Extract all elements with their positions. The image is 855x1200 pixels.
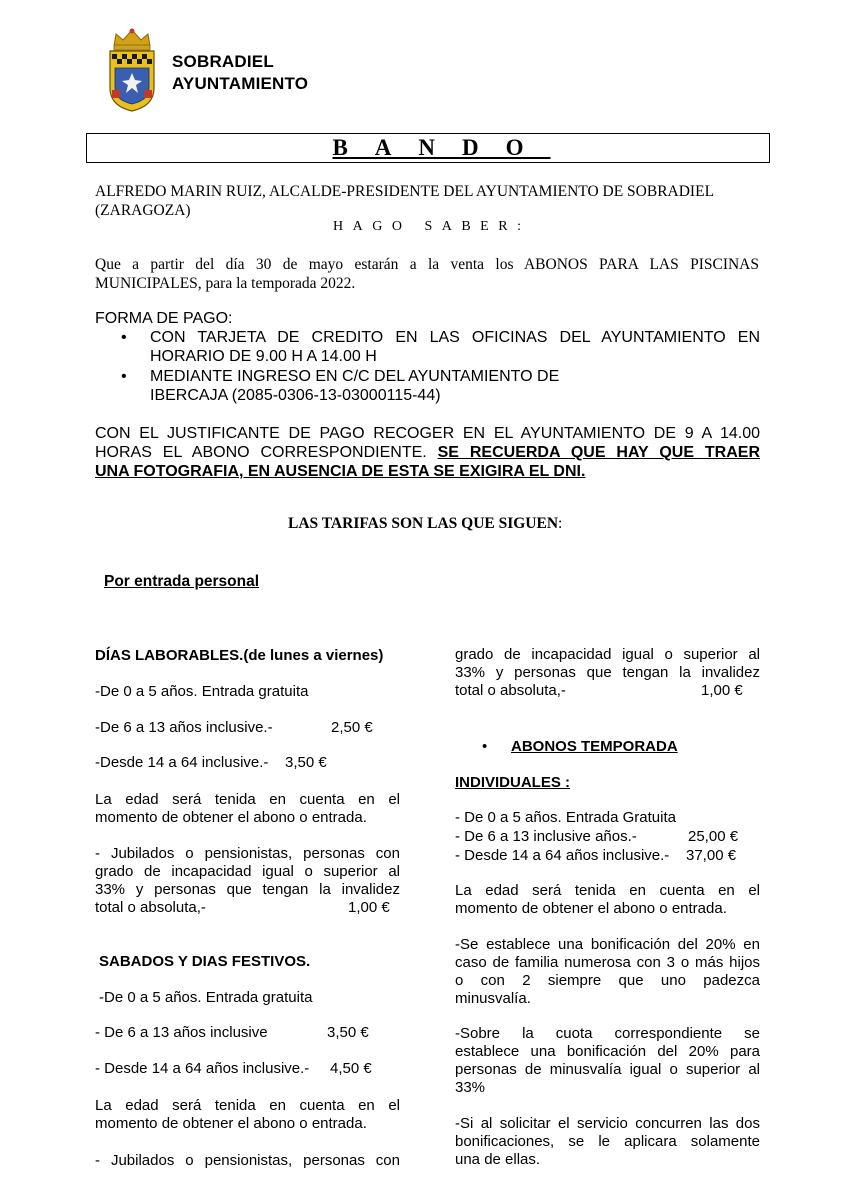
age-note-line2: momento de obtener el abono o entrada.: [95, 809, 367, 826]
intro-text-line2: MUNICIPALES, para la temporada 2022.: [95, 275, 356, 292]
individual-price-6-13: 25,00 €: [688, 828, 739, 845]
page-title: BANDO: [332, 135, 551, 160]
retired-cont-line2: 33% y personas que tengan la invalidez: [455, 664, 760, 681]
bonus-combined-line1: -Si al solicitar el servicio concurren las dos: [455, 1115, 760, 1132]
age-note-line1: La edad será tenida en cuenta en el: [95, 791, 400, 808]
coat-of-arms-icon: [106, 26, 158, 112]
bullet-icon: •: [121, 329, 127, 346]
retired-cont-line3: total o absoluta,-: [455, 682, 566, 699]
mayor-location: (ZARAGOZA): [95, 202, 191, 219]
weekday-row-14-64: -Desde 14 a 64 inclusive.-: [95, 754, 269, 771]
retired-cont-line1: grado de incapacidad igual o superior al: [455, 646, 760, 663]
bonus-combined-line2: bonificaciones, se le aplicara solamente: [455, 1133, 760, 1150]
mayor-line: ALFREDO MARIN RUIZ, ALCALDE-PRESIDENTE DEL AYUNTAMIENTO DE SOBRADIEL: [95, 183, 715, 200]
season-heading: ABONOS TEMPORADA: [511, 738, 678, 755]
bonus-disability-line1: -Sobre la cuota correspondiente se: [455, 1025, 760, 1042]
intro-text-line1: Que a partir del día 30 de mayo estarán a la venta los ABONOS PARA LAS PISCINAS: [95, 256, 759, 273]
per-entry-heading: Por entrada personal: [104, 573, 260, 590]
retired-cont-price: 1,00 €: [701, 682, 743, 699]
weekdays-heading: DÍAS LABORABLES.(de lunes a viernes): [95, 647, 384, 664]
bonus-large-family-line2: caso de familia numerosa con 3 o más hijos: [455, 954, 760, 971]
weekend-row-6-13: - De 6 a 13 años inclusive: [95, 1024, 268, 1041]
weekend-price-14-64: 4,50 €: [330, 1060, 372, 1077]
bullet-icon: •: [121, 368, 127, 385]
payment-heading: FORMA DE PAGO:: [95, 310, 233, 327]
individual-row-6-13: - De 6 a 13 inclusive años.-: [455, 828, 637, 845]
retired-line1: - Jubilados o pensionistas, personas con: [95, 845, 400, 862]
title-box: [86, 133, 770, 163]
tariffs-heading-colon: :: [558, 515, 563, 532]
payment-item-card-line2: HORARIO DE 9.00 H A 14.00 H: [150, 348, 377, 365]
tariffs-heading-text: LAS TARIFAS SON LAS QUE SIGUEN: [288, 515, 559, 532]
individual-price-14-64: 37,00 €: [686, 847, 737, 864]
bullet-icon: •: [482, 738, 488, 755]
individual-row-0-5: - De 0 a 5 años. Entrada Gratuita: [455, 809, 676, 826]
payment-item-transfer-line1: MEDIANTE INGRESO EN C/C DEL AYUNTAMIENTO DE: [150, 368, 560, 385]
pickup-text-line1: CON EL JUSTIFICANTE DE PAGO RECOGER EN EL AYUNTAMIENTO DE 9 A 14.00: [95, 425, 760, 442]
org-name: SOBRADIEL: [172, 52, 274, 71]
weekday-row-6-13: -De 6 a 13 años inclusive.-: [95, 719, 273, 736]
weekday-price-6-13: 2,50 €: [331, 719, 373, 736]
retired-line4: total o absoluta,-: [95, 899, 206, 916]
retired2-line1: - Jubilados o pensionistas, personas con: [95, 1152, 400, 1169]
age-note2-line2: momento de obtener el abono o entrada.: [95, 1115, 367, 1132]
bonus-combined-line3: una de ellas.: [455, 1151, 541, 1168]
weekday-price-14-64: 3,50 €: [285, 754, 327, 771]
bonus-large-family-line3: o con 2 siempre que uno padezca: [455, 972, 760, 989]
hago-saber-heading: HAGO SABER:: [333, 219, 531, 234]
individual-row-14-64: - Desde 14 a 64 años inclusive.-: [455, 847, 670, 864]
pickup-emphasis-line3: UNA FOTOGRAFIA, EN AUSENCIA DE ESTA SE EXIGIRA EL DNI.: [95, 463, 586, 480]
weekend-price-6-13: 3,50 €: [327, 1024, 369, 1041]
bonus-large-family-line1: -Se establece una bonificación del 20% en: [455, 936, 760, 953]
payment-item-transfer-line2: IBERCAJA (2085-0306-13-03000115-44): [150, 387, 441, 404]
weekend-row-14-64: - Desde 14 a 64 años inclusive.-: [95, 1060, 310, 1077]
weekday-row-0-5: -De 0 a 5 años. Entrada gratuita: [95, 683, 309, 700]
retired-line3: 33% y personas que tengan la invalidez: [95, 881, 400, 898]
bonus-disability-line3: personas de minusvalía igual o superior al: [455, 1061, 760, 1078]
weekend-row-0-5: -De 0 a 5 años. Entrada gratuita: [99, 989, 313, 1006]
retired-price: 1,00 €: [348, 899, 390, 916]
weekend-heading: SABADOS Y DIAS FESTIVOS.: [99, 953, 311, 970]
bonus-disability-line2: establece una bonificación del 20% para: [455, 1043, 760, 1060]
individual-heading: INDIVIDUALES :: [455, 774, 571, 791]
age-note2-line1: La edad será tenida en cuenta en el: [95, 1097, 400, 1114]
season-age-note-line2: momento de obtener el abono o entrada.: [455, 900, 727, 917]
payment-item-card-line1: CON TARJETA DE CREDITO EN LAS OFICINAS DEL AYUNTAMIENTO EN: [150, 329, 760, 346]
pickup-text-line2: [95, 444, 760, 462]
org-subtitle: AYUNTAMIENTO: [172, 74, 309, 93]
season-age-note-line1: La edad será tenida en cuenta en el: [455, 882, 760, 899]
pickup-plain: HORAS EL ABONO CORRESPONDIENTE.: [95, 444, 427, 461]
retired-line2: grado de incapacidad igual o superior al: [95, 863, 400, 880]
bonus-disability-line4: 33%: [455, 1079, 486, 1096]
bonus-large-family-line4: minusvalía.: [455, 990, 531, 1007]
pickup-emphasis: SE RECUERDA QUE HAY QUE TRAER: [437, 444, 761, 461]
tariffs-heading: [288, 515, 562, 533]
